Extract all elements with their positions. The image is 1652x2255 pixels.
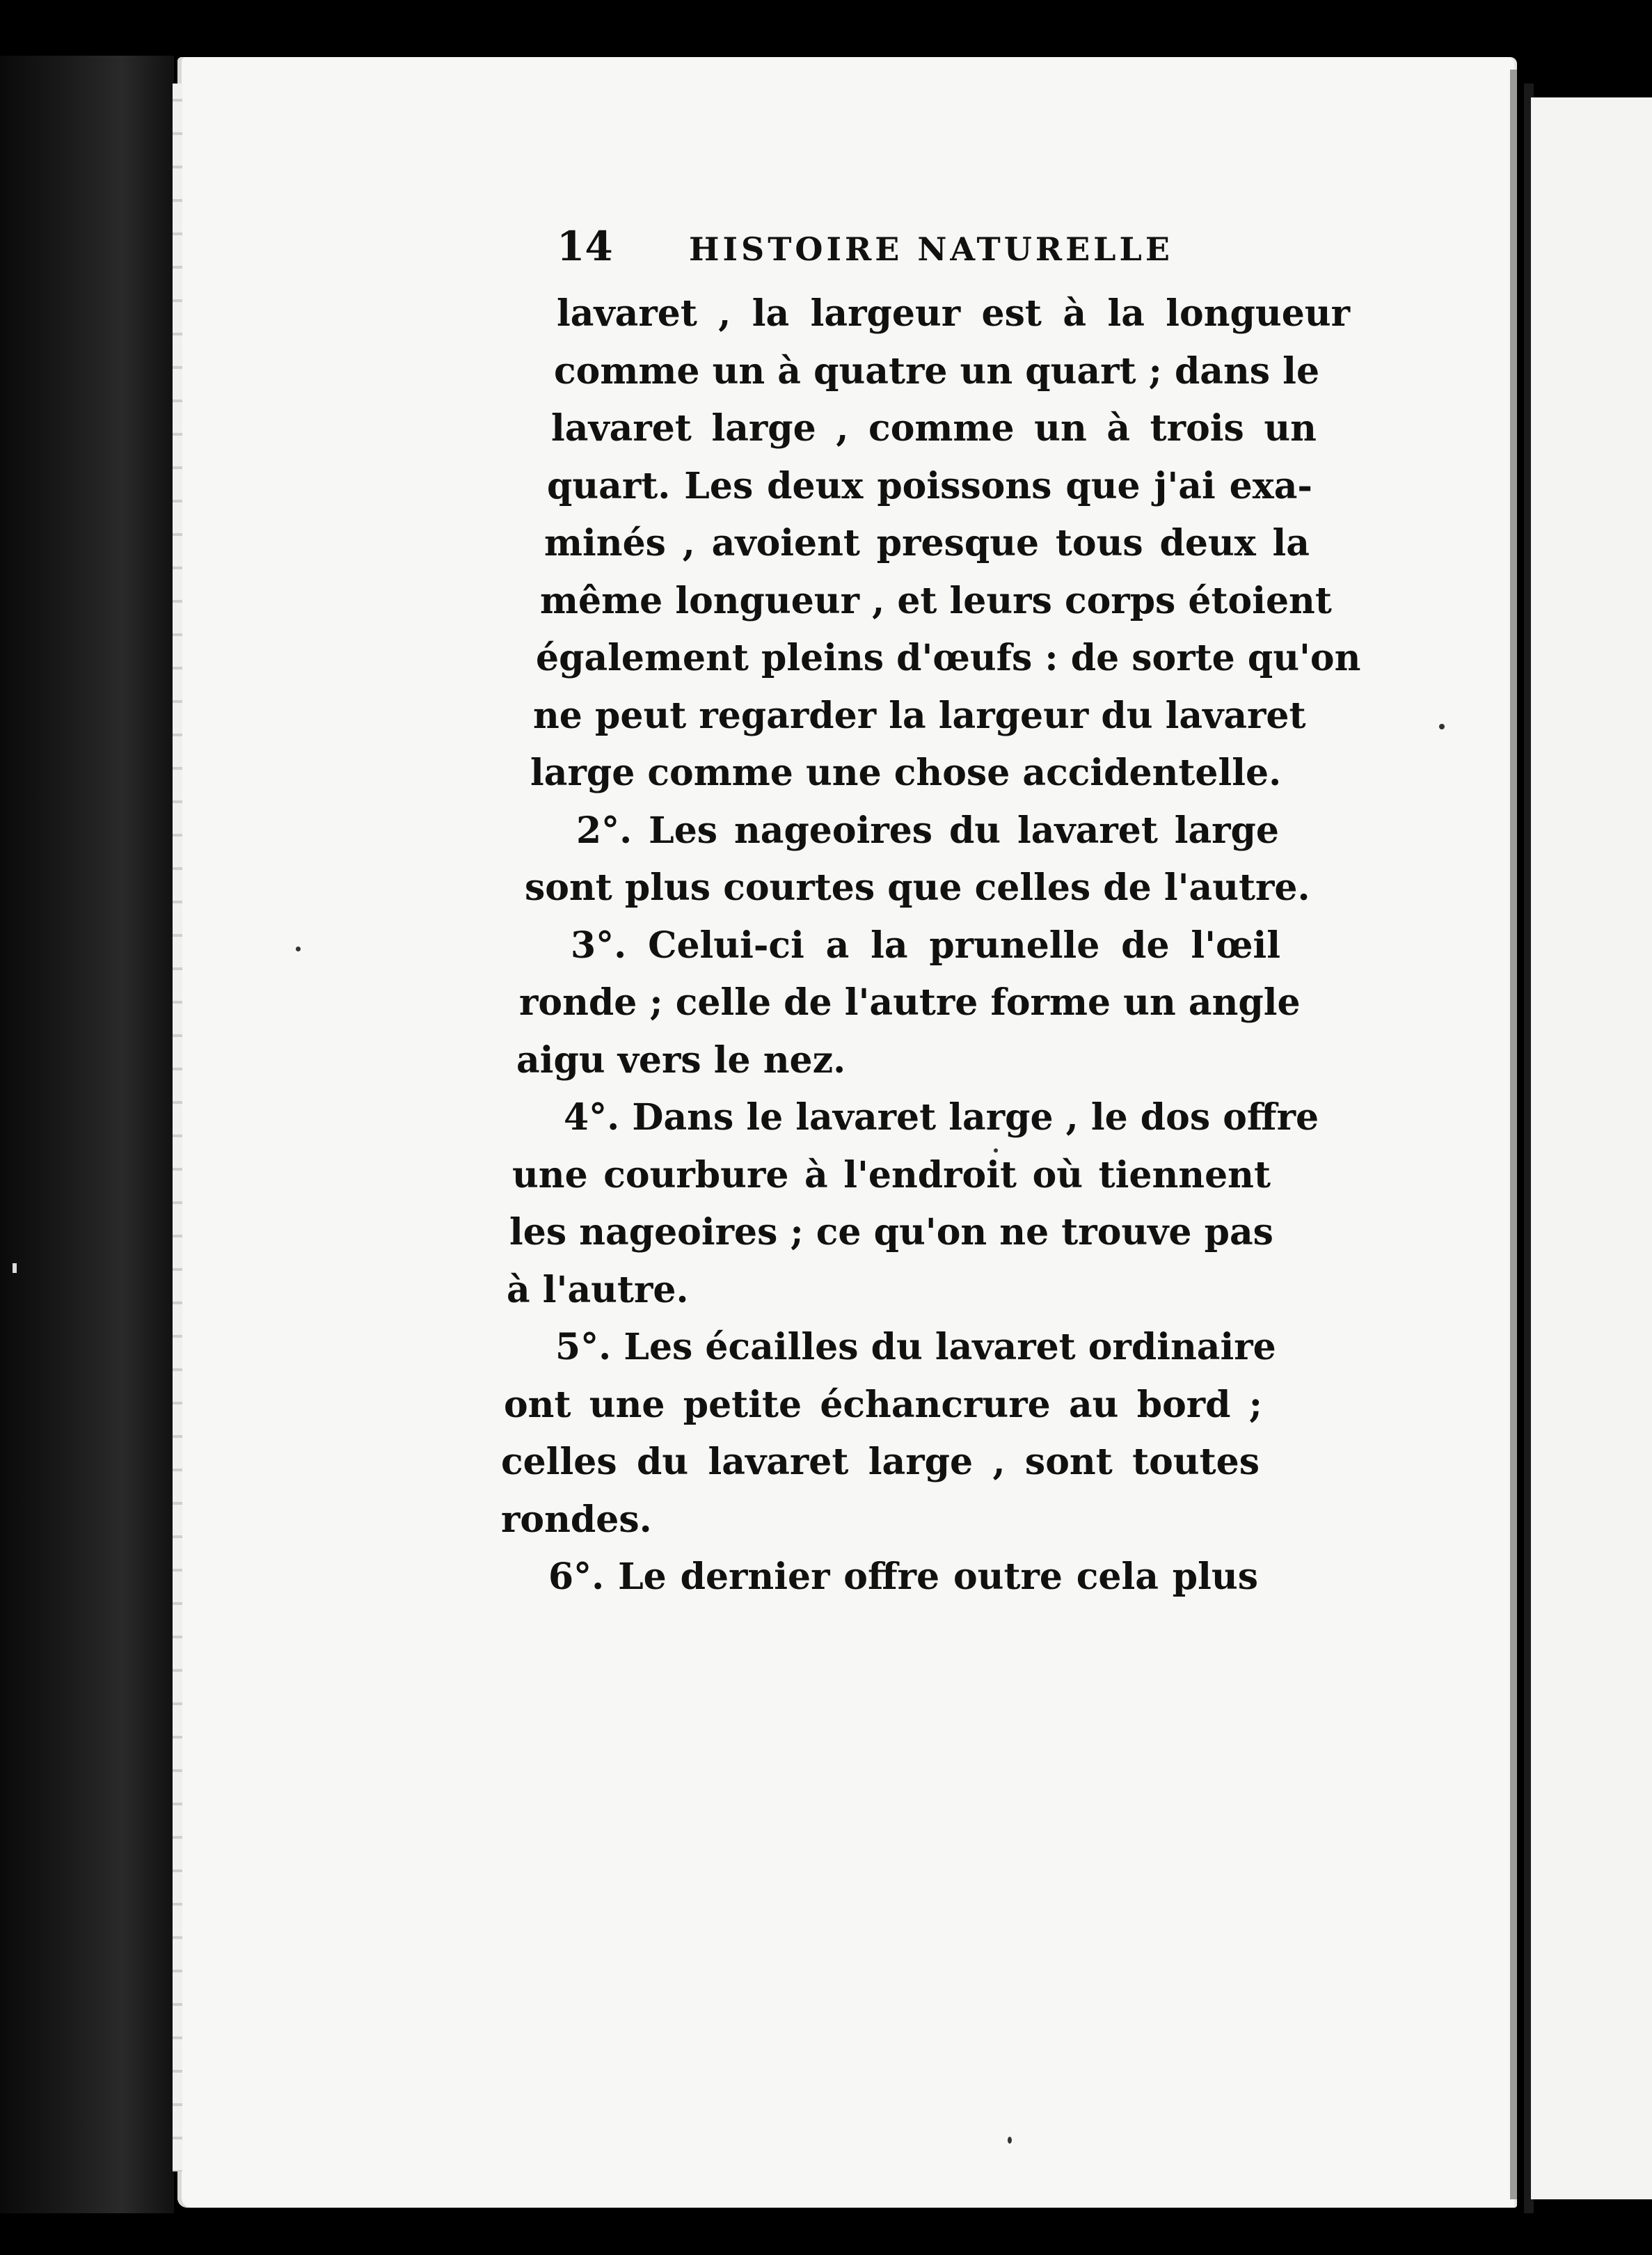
page-number: 14: [557, 223, 613, 270]
text-line: une courbure à l'endroit où tiennent: [512, 1153, 1271, 1196]
page-right-edge: [1510, 70, 1517, 2199]
text-line: également pleins d'œufs : de sorte qu'on: [536, 637, 1361, 679]
text-line: même longueur , et leurs corps étoient: [540, 579, 1332, 622]
running-head-title: HISTOIRE NATURELLE: [689, 230, 1173, 268]
text-line: ont une petite échancrure au bord ;: [504, 1383, 1262, 1426]
text-line: à l'autre.: [507, 1268, 689, 1311]
text-line: minés , avoient presque tous deux la: [544, 522, 1310, 564]
page-ragged-edge: [173, 84, 182, 2171]
text-line: 4°. Dans le lavaret large , le dos offre: [564, 1096, 1319, 1139]
running-head: [557, 223, 1364, 285]
text-line: quart. Les deux poissons que j'ai exa-: [547, 464, 1312, 507]
text-line: 6°. Le dernier offre outre cela plus: [548, 1556, 1258, 1598]
text-line: large comme une chose accidentelle.: [530, 752, 1282, 794]
text-line: 5°. Les écailles du lavaret ordinaire: [555, 1326, 1276, 1368]
paper-speck: [1008, 2137, 1012, 2144]
text-line: comme un à quatre un quart ; dans le: [554, 349, 1320, 393]
text-line: aigu vers le nez.: [516, 1038, 846, 1082]
text-line: 3°. Celui-ci a la prunelle de l'œil: [571, 924, 1280, 967]
text-line: lavaret large , comme un à trois un: [551, 407, 1317, 450]
text-line: ronde ; celle de l'autre forme un angle: [519, 981, 1301, 1024]
text-line: sont plus courtes que celles de l'autre.: [525, 867, 1310, 909]
paper-speck: [296, 947, 301, 951]
facing-page-edge: [1531, 97, 1652, 2199]
text-line: lavaret , la largeur est à la longueur: [557, 292, 1350, 335]
book-spine-shadow: [0, 56, 174, 2213]
text-line: celles du lavaret large , sont toutes: [501, 1441, 1260, 1483]
paper-speck: [1439, 724, 1445, 729]
edge-mark: [13, 1263, 17, 1273]
text-line: les nageoires ; ce qu'on ne trouve pas: [509, 1211, 1273, 1253]
text-line: rondes.: [501, 1498, 652, 1541]
text-line: ne peut regarder la largeur du lavaret: [533, 694, 1306, 737]
page-text-block: [501, 223, 1364, 1606]
text-line: 2°. Les nageoires du lavaret large: [576, 809, 1279, 852]
